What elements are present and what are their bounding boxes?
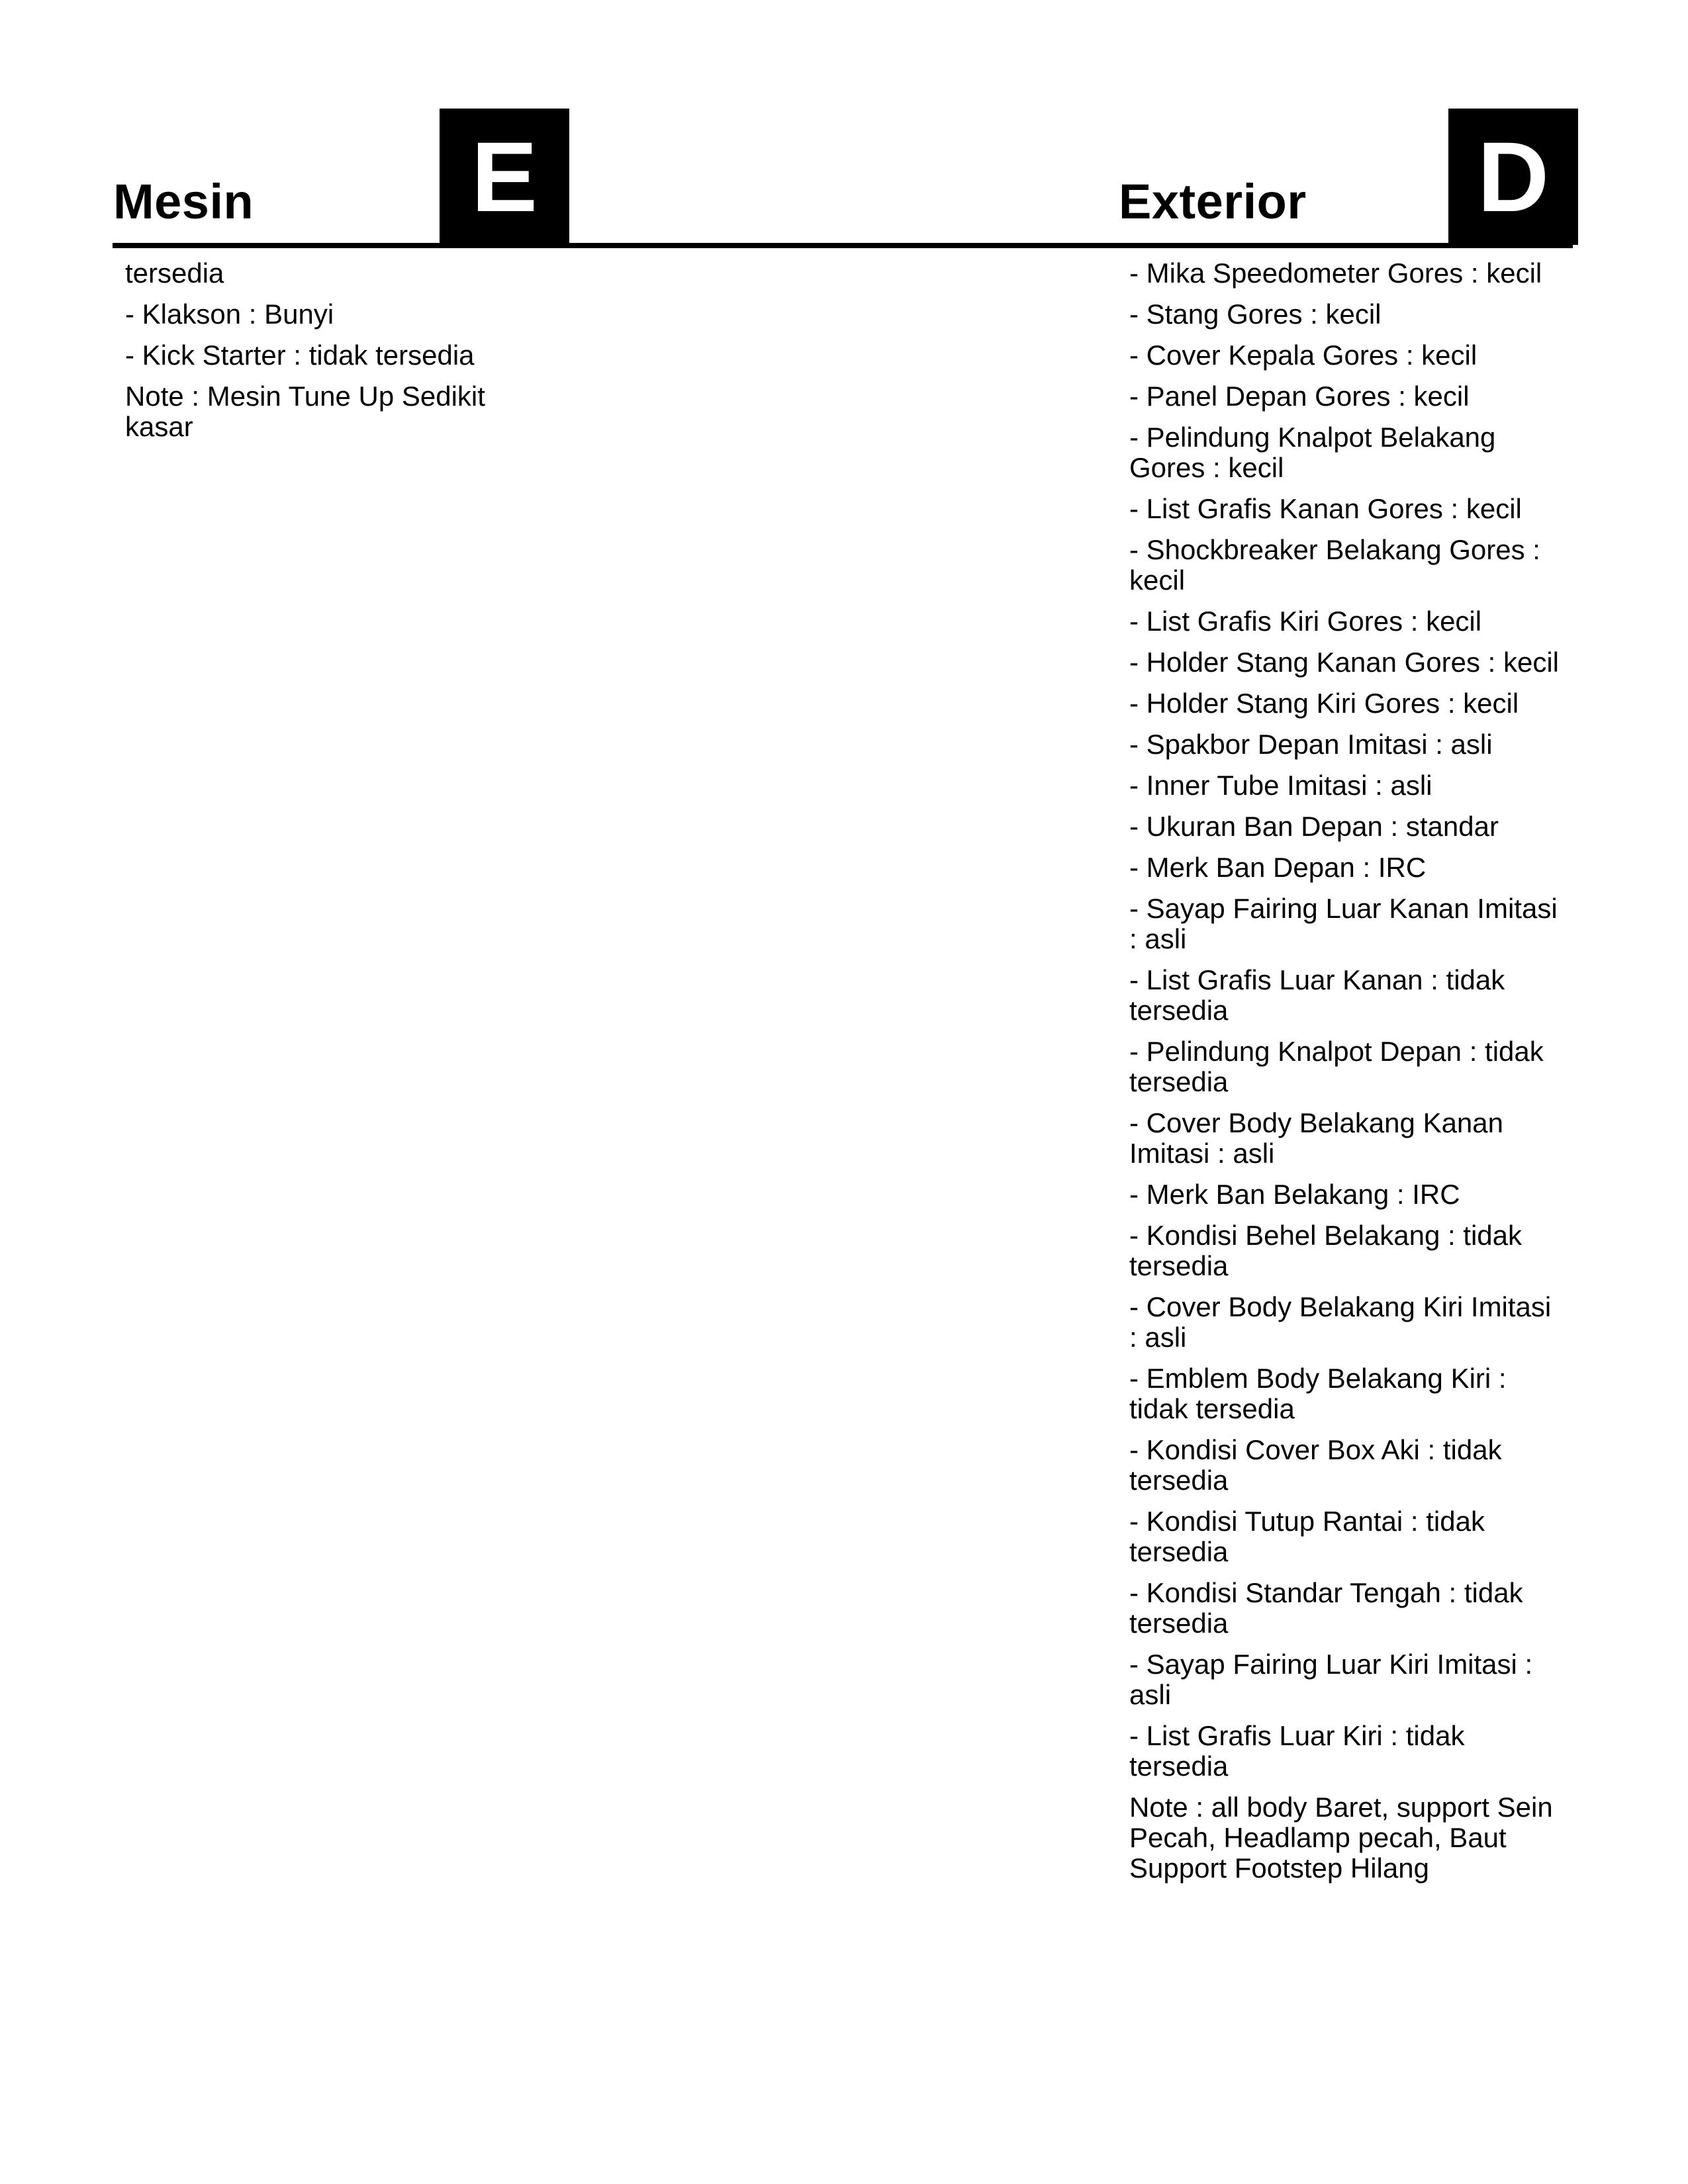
mesin-list-item: - Kick Starter : tidak tersedia — [125, 340, 475, 371]
exterior-list-item: - Kondisi Cover Box Aki : tidak tersedia — [1129, 1434, 1502, 1496]
exterior-list-item: - Cover Body Belakang Kanan Imitasi : asli — [1129, 1107, 1504, 1169]
exterior-list-item: - Emblem Body Belakang Kiri : tidak tersedia — [1129, 1363, 1507, 1424]
exterior-list-item: - Pelindung Knalpot Depan : tidak tersedia — [1129, 1036, 1544, 1097]
exterior-list-item: - Sayap Fairing Luar Kanan Imitasi : asli — [1129, 893, 1558, 954]
exterior-list-item: Note : all body Baret, support Sein Pecah, Headlamp pecah, Baut Support Footstep Hilang — [1129, 1792, 1553, 1884]
exterior-list-item: - Ukuran Ban Depan : standar — [1129, 811, 1499, 842]
header-divider — [113, 243, 1573, 248]
exterior-list-item: - Merk Ban Belakang : IRC — [1129, 1179, 1460, 1210]
exterior-list-item: - Panel Depan Gores : kecil — [1129, 381, 1470, 412]
exterior-list-item: - Holder Stang Kanan Gores : kecil — [1129, 647, 1559, 678]
exterior-list-item: - Inner Tube Imitasi : asli — [1129, 770, 1432, 801]
exterior-list-item: - List Grafis Kiri Gores : kecil — [1129, 606, 1482, 637]
mesin-list-item: tersedia — [125, 257, 224, 289]
exterior-list-item: - Spakbor Depan Imitasi : asli — [1129, 729, 1493, 760]
exterior-list-item: - Merk Ban Depan : IRC — [1129, 852, 1427, 883]
mesin-list-item: Note : Mesin Tune Up Sedikit kasar — [125, 381, 485, 442]
exterior-list-item: - List Grafis Luar Kanan : tidak tersedia — [1129, 964, 1505, 1026]
exterior-list-item: - Kondisi Behel Belakang : tidak tersedia — [1129, 1220, 1523, 1281]
exterior-list-item: - Mika Speedometer Gores : kecil — [1129, 257, 1542, 289]
section-letter-badge-right: D — [1448, 109, 1578, 245]
exterior-item-list — [1129, 258, 1566, 1894]
exterior-list-item: - Holder Stang Kiri Gores : kecil — [1129, 688, 1519, 719]
section-title-exterior: Exterior — [1119, 174, 1307, 229]
exterior-list-item: - Shockbreaker Belakang Gores : kecil — [1129, 534, 1540, 596]
exterior-list-item: - Kondisi Standar Tengah : tidak tersedia — [1129, 1577, 1523, 1639]
exterior-list-item: - Stang Gores : kecil — [1129, 298, 1382, 330]
exterior-list-item: - Kondisi Tutup Rantai : tidak tersedia — [1129, 1506, 1485, 1567]
mesin-item-list — [125, 258, 522, 453]
exterior-list-item: - Cover Kepala Gores : kecil — [1129, 340, 1477, 371]
exterior-list-item: - Cover Body Belakang Kiri Imitasi : asli — [1129, 1291, 1552, 1353]
exterior-list-item: - List Grafis Kanan Gores : kecil — [1129, 493, 1522, 524]
exterior-list-item: - Sayap Fairing Luar Kiri Imitasi : asli — [1129, 1649, 1533, 1710]
section-title-mesin: Mesin — [113, 174, 254, 229]
section-letter-badge-left: E — [440, 109, 569, 245]
mesin-list-item: - Klakson : Bunyi — [125, 298, 334, 330]
exterior-list-item: - Pelindung Knalpot Belakang Gores : kecil — [1129, 422, 1496, 483]
exterior-list-item: - List Grafis Luar Kiri : tidak tersedia — [1129, 1720, 1465, 1782]
